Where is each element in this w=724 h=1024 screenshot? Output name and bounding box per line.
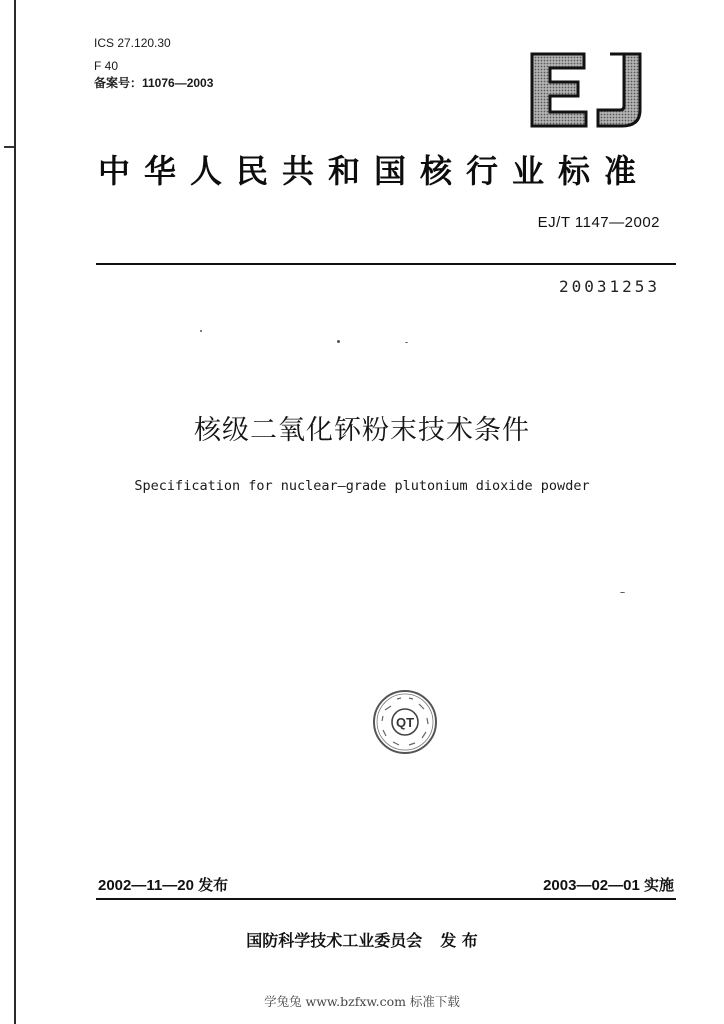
issuer-organization: 国防科学技术工业委员会	[246, 931, 423, 950]
scan-speck	[405, 342, 408, 343]
scan-speck	[337, 340, 340, 343]
scan-speck	[620, 592, 625, 593]
issuer-action: 发 布	[440, 931, 478, 950]
release-date: 2002—11—20 发布	[98, 877, 229, 894]
scan-border-tick	[4, 146, 14, 148]
classification-code: F 40	[94, 59, 119, 73]
document-title-chinese: 核级二氧化钚粉末技术条件	[194, 415, 530, 446]
stamp-seal-icon	[371, 688, 439, 756]
ej-logo	[528, 50, 648, 130]
scan-border-line	[14, 0, 16, 1024]
header-divider	[96, 263, 676, 265]
archive-number: 20031253	[558, 277, 660, 296]
qt-stamp	[371, 688, 439, 756]
download-watermark: 学兔兔 www.bzfxw.com 标准下载	[264, 994, 460, 1009]
ej-logo-icon	[528, 50, 648, 130]
footer-divider	[96, 898, 676, 900]
svg-text:QT: QT	[395, 715, 415, 730]
standard-title: 中华人民共和国核行业标准	[98, 152, 651, 190]
implementation-date: 2003—02—01 实施	[543, 877, 674, 894]
issuer-line	[0, 928, 724, 951]
standard-number: EJ/T 1147—2002	[537, 214, 660, 231]
document-title-english: Specification for nuclear—grade plutonium dioxide powder	[134, 478, 590, 494]
record-number: 备案号：11076—2003	[94, 76, 214, 90]
ics-code: ICS 27.120.30	[94, 36, 171, 50]
scan-speck	[200, 330, 202, 332]
